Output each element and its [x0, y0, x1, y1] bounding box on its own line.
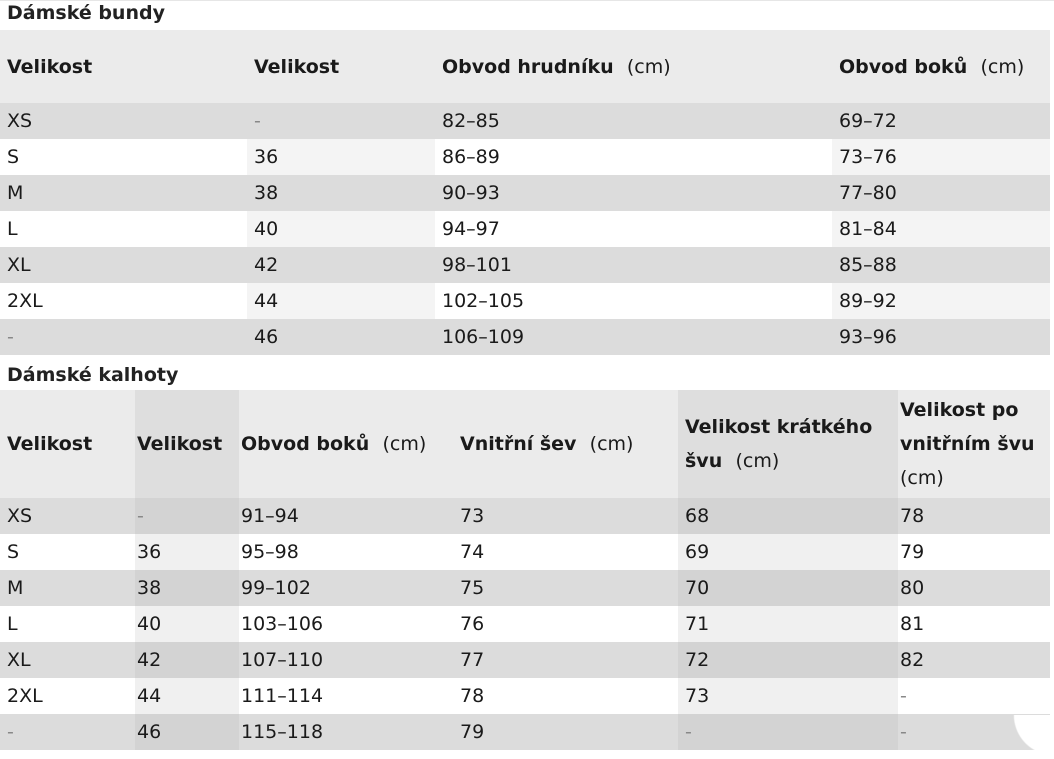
table-cell: 77–80 — [832, 175, 1050, 211]
table-cell: 38 — [247, 175, 435, 211]
table-cell: 78 — [458, 678, 678, 714]
table-cell: - — [678, 714, 898, 750]
table-cell: 89–92 — [832, 283, 1050, 319]
table-cell: 95–98 — [239, 534, 458, 570]
table-cell: 81 — [898, 606, 1050, 642]
table-row — [0, 642, 1050, 678]
table-cell: 73 — [458, 498, 678, 534]
table-cell: 74 — [458, 534, 678, 570]
table-cell: 2XL — [0, 283, 247, 319]
table-cell: - — [898, 714, 1050, 750]
table-cell: 44 — [135, 678, 239, 714]
table-cell: XS — [0, 498, 135, 534]
table-row — [0, 283, 1050, 319]
table-cell: 71 — [678, 606, 898, 642]
table-cell: 75 — [458, 570, 678, 606]
table-cell: 90–93 — [435, 175, 832, 211]
table-cell: 69 — [678, 534, 898, 570]
table-cell: XL — [0, 247, 247, 283]
table-row — [0, 570, 1050, 606]
table-cell: - — [135, 498, 239, 534]
table-cell: 115–118 — [239, 714, 458, 750]
pants-title: Dámské kalhoty — [7, 364, 179, 386]
table-cell: 72 — [678, 642, 898, 678]
table-cell: XL — [0, 642, 135, 678]
table-cell: 79 — [458, 714, 678, 750]
table-cell: 73–76 — [832, 139, 1050, 175]
jackets-title: Dámské bundy — [7, 2, 165, 24]
table-cell: 79 — [898, 534, 1050, 570]
col-header: Velikost — [247, 30, 435, 103]
col-header: Velikost — [0, 390, 135, 498]
jackets-size-table — [0, 30, 1050, 355]
table-cell: 77 — [458, 642, 678, 678]
table-cell: 38 — [135, 570, 239, 606]
table-cell: 68 — [678, 498, 898, 534]
col-header: Obvod boků (cm) — [239, 390, 458, 498]
table-row — [0, 139, 1050, 175]
table-cell: 98–101 — [435, 247, 832, 283]
table-row — [0, 678, 1050, 714]
table-header-row — [0, 30, 1050, 103]
table-cell: 99–102 — [239, 570, 458, 606]
table-cell: 69–72 — [832, 103, 1050, 139]
col-header: Obvod boků (cm) — [832, 30, 1050, 103]
table-row — [0, 103, 1050, 139]
table-cell: 36 — [135, 534, 239, 570]
table-header-row — [0, 390, 1050, 498]
table-cell: 73 — [678, 678, 898, 714]
table-cell: S — [0, 139, 247, 175]
table-row — [0, 534, 1050, 570]
table-cell: 106–109 — [435, 319, 832, 355]
table-cell: 82 — [898, 642, 1050, 678]
table-cell: 80 — [898, 570, 1050, 606]
table-cell: 82–85 — [435, 103, 832, 139]
table-row — [0, 247, 1050, 283]
table-cell: 86–89 — [435, 139, 832, 175]
table-cell: L — [0, 211, 247, 247]
table-cell: 40 — [135, 606, 239, 642]
table-cell: 42 — [247, 247, 435, 283]
table-cell: 46 — [135, 714, 239, 750]
table-cell: 93–96 — [832, 319, 1050, 355]
table-row — [0, 498, 1050, 534]
table-cell: - — [898, 678, 1050, 714]
table-cell: 44 — [247, 283, 435, 319]
table-cell: M — [0, 570, 135, 606]
table-cell: - — [247, 103, 435, 139]
table-cell: 102–105 — [435, 283, 832, 319]
col-header: Vnitřní šev (cm) — [458, 390, 678, 498]
pants-size-table — [0, 390, 1050, 750]
table-cell: S — [0, 534, 135, 570]
table-cell: 94–97 — [435, 211, 832, 247]
table-row — [0, 175, 1050, 211]
col-header: Velikost krátkého švu (cm) — [678, 390, 898, 498]
table-cell: 40 — [247, 211, 435, 247]
table-cell: XS — [0, 103, 247, 139]
table-cell: 2XL — [0, 678, 135, 714]
table-cell: 70 — [678, 570, 898, 606]
table-cell: 76 — [458, 606, 678, 642]
col-header: Velikost po vnitřním švu (cm) — [898, 390, 1050, 498]
table-row — [0, 211, 1050, 247]
table-cell: 103–106 — [239, 606, 458, 642]
table-cell: - — [0, 319, 247, 355]
table-cell: 91–94 — [239, 498, 458, 534]
table-cell: 42 — [135, 642, 239, 678]
table-cell: - — [0, 714, 135, 750]
table-cell: L — [0, 606, 135, 642]
table-cell: 78 — [898, 498, 1050, 534]
table-cell: 46 — [247, 319, 435, 355]
table-row — [0, 606, 1050, 642]
table-cell: M — [0, 175, 247, 211]
table-row — [0, 319, 1050, 355]
table-cell: 107–110 — [239, 642, 458, 678]
table-cell: 111–114 — [239, 678, 458, 714]
table-cell: 36 — [247, 139, 435, 175]
col-header: Obvod hrudníku (cm) — [435, 30, 832, 103]
col-header: Velikost — [0, 30, 247, 103]
table-cell: 85–88 — [832, 247, 1050, 283]
col-header: Velikost — [135, 390, 239, 498]
table-row — [0, 714, 1050, 750]
table-cell: 81–84 — [832, 211, 1050, 247]
